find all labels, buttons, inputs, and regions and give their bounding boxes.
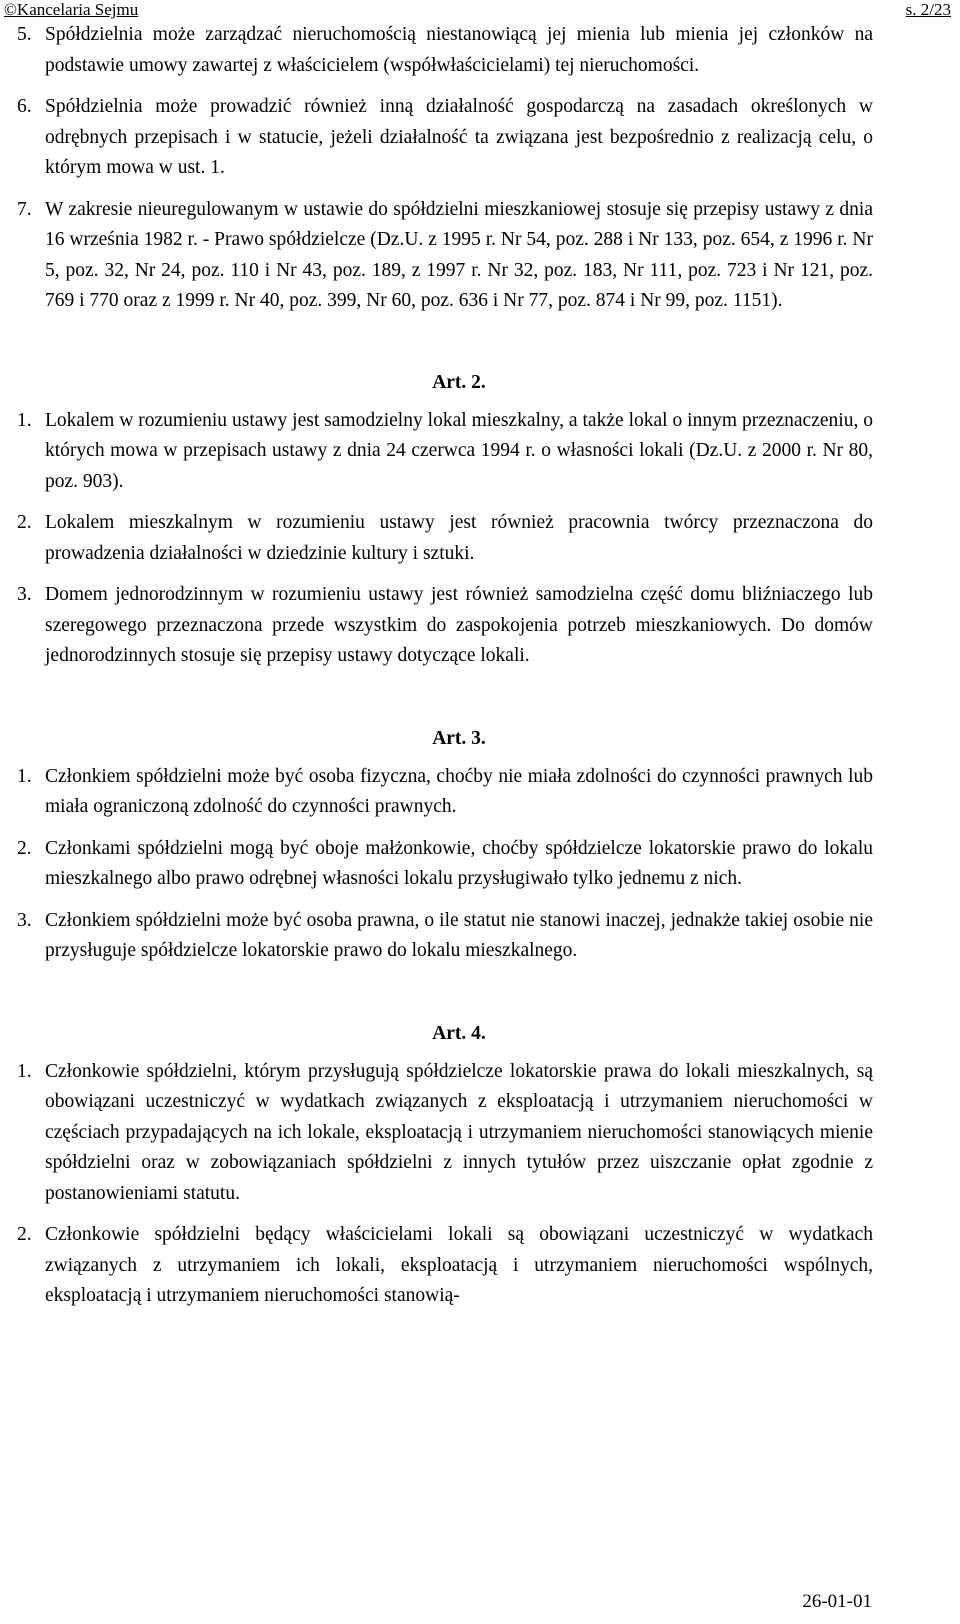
paragraph: [17, 20, 873, 81]
paragraph: [17, 508, 873, 569]
paragraph-text: Członkowie spółdzielni, którym przysługują spółdzielcze lokatorskie prawa do lokali mieszkalnych, są obowiązani uczestniczyć w wydatkach związanych z eksploatacją i utrzymaniem nieruchomości w częściach przypadających na ich lokale, eksploatacją i utrzymaniem nieruchomości stanowiących mienie spółdzielni oraz w zobowiązaniach spółdzielni z innych tytułów przez uiszczanie opłat zgodnie z postanowieniami statutu.: [45, 1060, 873, 1204]
paragraph-number: 2.: [17, 837, 32, 859]
paragraph-number: 1.: [17, 765, 32, 787]
paragraph: [17, 906, 873, 967]
article-heading: Art. 2.: [432, 371, 486, 393]
paragraph: [17, 834, 873, 895]
document-date-code: 26-01-01: [802, 1591, 872, 1612]
paragraph: [17, 762, 873, 823]
paragraph: [17, 195, 873, 317]
paragraph-text: Spółdzielnia może zarządzać nieruchomością niestanowiącą jej mienia lub mienia jej członków na podstawie umowy zawartej z właścicielem (współwłaścicielami) tej nieruchomości.: [45, 24, 873, 76]
paragraph-number: 1.: [17, 1060, 32, 1082]
section-continuation: [17, 20, 873, 317]
article-4: [17, 1057, 873, 1312]
paragraph-number: 7.: [17, 198, 32, 220]
paragraph: [17, 1220, 873, 1312]
paragraph-text: W zakresie nieuregulowanym w ustawie do spółdzielni mieszkaniowej stosuje się przepisy ustawy z dnia 16 września 1982 r. - Prawo spółdzielcze (Dz.U. z 1995 r. Nr 54, poz. 288 i Nr 133, poz. 654, z 1996 r. Nr 5, poz. 32, Nr 24, poz. 110 i Nr 43, poz. 189, z 1997 r. Nr 32, poz. 183, Nr 111, poz. 723 i Nr 121, poz. 769 i 770 oraz z 1999 r. Nr 40, poz. 399, Nr 60, poz. 636 i Nr 77, poz. 874 i Nr 99, poz. 1151).: [45, 198, 873, 311]
paragraph-text: Członkiem spółdzielni może być osoba prawna, o ile statut nie stanowi inaczej, jednakże takiej osobie nie przysługuje spółdzielcze lokatorskie prawo do lokalu mieszkalnego.: [45, 909, 873, 961]
paragraph-number: 3.: [17, 584, 32, 605]
paragraph-number: 5.: [17, 24, 32, 45]
paragraph-text: Członkiem spółdzielni może być osoba fizyczna, choćby nie miała zdolności do czynności prawnych lub miała ograniczoną zdolność do czynności prawnych.: [45, 765, 873, 817]
paragraph-number: 3.: [17, 909, 32, 931]
article-2: [17, 406, 873, 672]
paragraph-text: Członkami spółdzielni mogą być oboje małżonkowie, choćby spółdzielcze lokatorskie prawo do lokalu mieszkalnego albo prawo odrębnej własności lokalu przysługiwało tylko jednemu z nich.: [45, 837, 873, 889]
paragraph-text: Spółdzielnia może prowadzić również inną działalność gospodarczą na zasadach określonych w odrębnych przepisach i w statucie, jeżeli działalność ta związana jest bezpośrednio z realizacją celu, o którym mowa w ust. 1.: [45, 96, 873, 178]
paragraph-text: Lokalem w rozumieniu ustawy jest samodzielny lokal mieszkalny, a także lokal o innym przeznaczeniu, o których mowa w przepisach ustawy z dnia 24 czerwca 1994 r. o własności lokali (Dz.U. z 2000 r. Nr 80, poz. 903).: [45, 409, 873, 492]
paragraph: [17, 406, 873, 498]
paragraph-text: Lokalem mieszkalnym w rozumieniu ustawy jest również pracownia twórcy przeznaczona do prowadzenia działalności w dziedzinie kultury i sztuki.: [45, 512, 873, 564]
paragraph-number: 1.: [17, 409, 32, 431]
paragraph-number: 2.: [17, 1224, 32, 1245]
article-heading: Art. 3.: [432, 727, 486, 749]
paragraph: [17, 1057, 873, 1210]
article-heading: Art. 4.: [432, 1022, 486, 1044]
page-number: s. 2/23: [905, 0, 951, 19]
paragraph-number: 2.: [17, 512, 32, 533]
paragraph-number: 6.: [17, 96, 32, 117]
paragraph: [17, 580, 873, 672]
page-header: [0, 0, 960, 22]
paragraph-text: Członkowie spółdzielni będący właścicielami lokali są obowiązani uczestniczyć w wydatkach związanych z utrzymaniem ich lokali, eksploatacją i utrzymaniem nieruchomości wspólnych, eksploatacją i utrzymaniem nieruchomości stanowią-: [45, 1224, 873, 1306]
document-body: [17, 20, 873, 1312]
paragraph: [17, 92, 873, 184]
article-3: [17, 762, 873, 967]
publisher-label: ©Kancelaria Sejmu: [4, 0, 139, 19]
paragraph-text: Domem jednorodzinnym w rozumieniu ustawy jest również samodzielna część domu bliźniaczego lub szeregowego przeznaczona przede wszystkim do zaspokojenia potrzeb mieszkaniowych. Do domów jednorodzinnych stosuje się przepisy ustawy dotyczące lokali.: [45, 584, 873, 666]
